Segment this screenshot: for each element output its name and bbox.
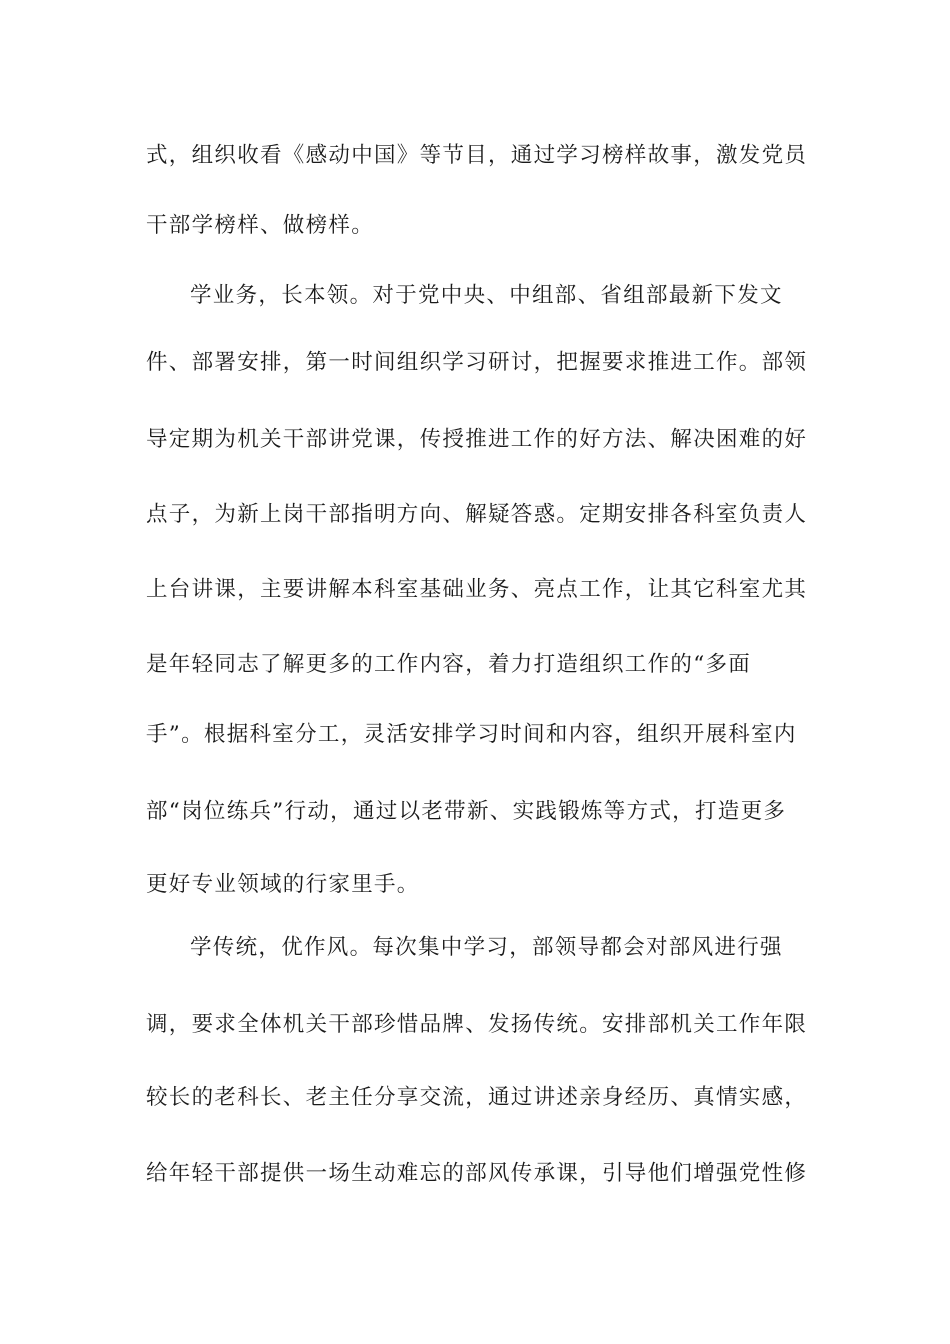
text-line: 是年轻同志了解更多的工作内容，着力打造组织工作的“多面 (146, 652, 752, 677)
text-line: 导定期为机关干部讲党课，传授推进工作的好方法、解决困难的好 (146, 427, 808, 452)
paragraph-start-line: 学传统，优作风。每次集中学习，部领导都会对部风进行强 (190, 935, 783, 960)
text-line: 件、部署安排，第一时间组织学习研讨，把握要求推进工作。部领 (146, 350, 808, 375)
text-line: 干部学榜样、做榜样。 (146, 213, 375, 238)
text-line: 上台讲课，主要讲解本科室基础业务、亮点工作，让其它科室尤其 (146, 577, 808, 602)
text-line: 较长的老科长、老主任分享交流，通过讲述亲身经历、真情实感， (146, 1085, 808, 1110)
text-line: 更好专业领域的行家里手。 (146, 872, 420, 897)
text-line: 式，组织收看《感动中国》等节目，通过学习榜样故事，激发党员 (146, 143, 808, 168)
text-line: 调，要求全体机关干部珍惜品牌、发扬传统。安排部机关工作年限 (146, 1012, 808, 1037)
text-line: 手”。根据科室分工，灵活安排学习时间和内容，组织开展科室内 (146, 722, 797, 747)
text-line: 给年轻干部提供一场生动难忘的部风传承课，引导他们增强党性修 (146, 1161, 808, 1186)
paragraph-start-line: 学业务，长本领。对于党中央、中组部、省组部最新下发文 (190, 283, 783, 308)
text-line: 点子，为新上岗干部指明方向、解疑答惑。定期安排各科室负责人 (146, 502, 808, 527)
text-line: 部“岗位练兵”行动，通过以老带新、实践锻炼等方式，打造更多 (146, 799, 787, 824)
